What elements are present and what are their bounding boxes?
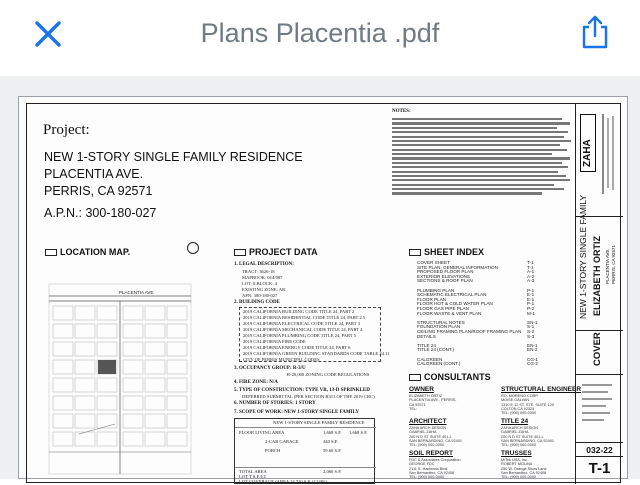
north-arrow-icon [187, 242, 199, 254]
location-map [49, 274, 191, 474]
fire-zone: 4. FIRE ZONE: N/A [234, 380, 278, 385]
sheet-index-name: COVER SHEET [417, 260, 450, 265]
sheet-index-number: M-1 [527, 310, 535, 316]
title-block [575, 104, 622, 484]
consultant-detail: TEL: (909) 000-0000 [409, 475, 445, 480]
project-line-2: PLACENTIA AVE. [44, 167, 144, 181]
deferred-submittal: DEFERRED SUBMITTAL (PER SECTION R313 OF THE 2019 CRC) [242, 394, 375, 399]
consultant-role: STRUCTURAL ENGINEER [501, 386, 582, 393]
code-line: 2019 CALIFORNIA ELECTRICAL CODE TITLE 24, PART 3 [243, 321, 360, 326]
consultant-detail: TEL: (909) 000-0000 [501, 475, 537, 480]
legal-line: TRACT: 3626-18 [242, 269, 275, 274]
sheet-index-name: CALGREEN (CONT.) [417, 361, 461, 367]
number-of-stories: 6. NUMBER OF STORIES: 1 STORY [234, 401, 316, 406]
project-data-heading: PROJECT DATA [234, 247, 318, 257]
sheet-index-number: SN-1 [527, 319, 538, 325]
titleblock-sheet-title: COVER [592, 332, 603, 366]
consultant-detail: 200 N D ST SUITE 401-L [409, 434, 452, 439]
revision-table [582, 384, 616, 430]
consultant-detail: TEL: (909) 000-0000 [501, 443, 537, 448]
consultant-detail: TEL: (909) 000-0000 [501, 411, 537, 416]
sheet-index-name: SECTIONS & ROOF PLAN [417, 278, 473, 284]
legal-line: APN: 300-180-027 [242, 293, 278, 298]
sheet-index-name: CALGREEN [417, 356, 443, 362]
project-line-1: NEW 1-STORY SINGLE FAMILY RESIDENCE [44, 150, 303, 164]
scope-row-value: 59.60 S.F. [323, 448, 342, 453]
legal-line: LOT: 8 BLOCK: 4 [242, 281, 277, 286]
consultants-heading: CONSULTANTS [409, 372, 491, 382]
sheet-index-heading: SHEET INDEX [409, 247, 484, 257]
sheet-index-name: FLOOR GAS PIPE PLAN [417, 306, 469, 311]
consultant-detail: GABRIEL ZAHA [409, 430, 437, 435]
consultant-detail: RO. MORENO CORP. [501, 394, 539, 398]
sheet-index-name: TITLE 24 (CONT.) [417, 347, 455, 353]
sheet-index-name: PLUMBING PLAN [417, 287, 455, 293]
consultant-detail: SAN BERNARDINO, CA 92401 [501, 438, 554, 443]
scope-total-label: TOTAL AREA [239, 469, 267, 474]
sheet-index-name: FLOOR HOT & COLD WATER PLAN [417, 301, 493, 307]
sheet-index-number: CG-2 [527, 361, 538, 367]
sheet-index-name: DETAILS [417, 333, 436, 339]
sheet-index-number: S-1 [527, 324, 535, 330]
code-line: 2019 CALIFORNIA BUILDING CODE TITLE 24, PART 2 [243, 309, 355, 314]
consultant-role: ARCHITECT [409, 418, 447, 425]
scope-row-value: 440 S.F. [323, 439, 339, 444]
scope-total-value: 2,060 S.F. [323, 469, 342, 474]
legal-line: EXISTING ZONE: AR [242, 287, 286, 292]
share-icon[interactable] [580, 14, 610, 50]
construction-type: 5. TYPE OF CONSTRUCTION: TYPE VB, 13-D SPRINKLED [234, 388, 370, 393]
sheet-index-number: S-3 [527, 333, 535, 339]
consultant-role: OWNER [409, 386, 434, 393]
sheet-index-name: PROPOSED FLOOR PLAN [417, 269, 474, 275]
sheet-index-number: S-2 [527, 329, 535, 334]
top-bar [0, 0, 640, 76]
location-map-heading: LOCATION MAP. [45, 247, 130, 257]
building-code-box [239, 307, 390, 362]
consultant-role: TITLE 24 [501, 418, 529, 425]
firm-logo: ZAHA [580, 114, 596, 172]
code-line: 2019 CALIFORNIA RESIDENTIAL CODE TITLE 24, PART 2.5 [243, 315, 366, 320]
consultant-detail: COLTON CA 92324 [501, 406, 535, 411]
consultant-detail: TEL: (909) 000-0000 [409, 443, 445, 448]
consultant-detail: 250 W. Orange Show Lane [501, 466, 547, 471]
consultant-detail: ZAHA ARCH DESIGN [409, 426, 447, 430]
consultant-detail: TEL: [409, 406, 418, 411]
consultant-detail: ZAHA ARCH DESIGN [501, 426, 539, 430]
sheet-index-number: A-1 [527, 269, 535, 275]
code-line: CITY OF PERRIS MUNICIPAL CODES [243, 357, 320, 362]
zoning-line: R-20,000 ZONING CODE REGULATIONS [287, 372, 370, 377]
sheet-index-number: P-2 [527, 306, 535, 311]
sheet-index-name: EXTERIOR ELEVATIONS [417, 273, 470, 279]
sheet-index-name: FOUNDATION PLAN [417, 324, 461, 330]
consultant-detail: FDC & Associates Corporation [409, 458, 461, 462]
code-line: 2019 CALIFORNIA MECHANICAL CODE TITLE 24, PART 4 [243, 327, 363, 332]
sheet-index-number: A-3 [527, 278, 535, 284]
notes-text [392, 112, 574, 212]
scope-row-value: 1,668 S.F. [323, 430, 342, 435]
titleblock-owner: ELIZABETH ORTIZ [592, 236, 602, 316]
project-line-3: PERRIS, CA 92571 [44, 184, 153, 198]
notes-heading: NOTES: [392, 109, 411, 114]
sheet-index-name: CEILING FRAMING PLAN/ROOF FRAMING PLAN [417, 329, 522, 334]
consultant-role: SOIL REPORT [409, 450, 453, 457]
job-number: 032-22 [586, 445, 613, 455]
sheet-index-name: FLOOR PLAN [417, 296, 447, 302]
consultant-detail: 2111 S. Hacienda Blvd. [409, 466, 449, 471]
scope-row-name: FLOOR LIVING AREA [239, 430, 285, 435]
scope-table-title: NEW 1-STORY SINGLE FAMILY RESIDENCE [273, 420, 365, 425]
consultant-detail: San Bernardino, CA 92408 [409, 470, 455, 475]
sheet-index-number: P-1 [527, 301, 535, 307]
consultant-detail: ROBERT MOLINA [501, 462, 533, 467]
code-line: 2019 CALIFORNIA GREEN BUILDING STANDARDS CODE TABLE 24.11 [243, 351, 390, 356]
sheet-index-number: E-1 [527, 296, 535, 302]
code-line: 2019 CALIFORNIA ENERGY CODE TITLE 24, PART 6 [243, 345, 351, 350]
scope-of-work: 7. SCOPE OF WORK: NEW 1-STORY SINGLE FAMILY [234, 410, 360, 415]
map-street-label: PLACENTIA AVE. [119, 290, 155, 295]
consultant-detail: GABRIEL ZAHA [501, 430, 529, 435]
titleblock-project: NEW 1-STORY SINGLE FAMILY [578, 194, 588, 319]
legal-description-title: 1. LEGAL DESCRIPTION: [234, 262, 294, 267]
consultant-detail: MiTek USA, Inc. [501, 458, 529, 462]
titleblock-address: PLACENTIA AVE. [605, 248, 610, 284]
consultant-detail: 1310 E 12 ST. STE. SUITE 120 [501, 402, 554, 407]
firm-info [600, 108, 620, 208]
occupancy-group: 3. OCCUPANCY GROUP: R-3/U [234, 366, 306, 371]
titleblock-city: PERRIS, CA 92571 [611, 244, 616, 284]
sheet-index-number: EN-1 [527, 342, 538, 348]
sheet-index-name: TITLE 24 [417, 342, 436, 348]
code-line: 2019 CALIFORNIA FIRE CODE [243, 339, 306, 344]
sheet-index-number: CG-1 [527, 356, 538, 362]
consultant-detail: 200 N D ST SUITE 401-L [501, 434, 544, 439]
consultant-detail: GEORGE FDC [409, 462, 435, 467]
sheet-index-name: SITE PLAN, GENERAL INFORMATION [417, 264, 498, 270]
sheet-index-name: STRUCTURAL NOTES [417, 319, 465, 325]
pdf-page[interactable] [18, 96, 628, 484]
lot-line: LOT COVERAGE (AREA 24,710 S.F. (12.9%) [239, 479, 327, 484]
consultant-detail: SAN BERNARDINO, CA 92401 [409, 438, 462, 443]
sheet-index-number: T-1 [527, 260, 534, 265]
sheet-index-name: FLOOR WASTE & VENT PLAN [417, 310, 482, 316]
sheet-index-number: EN-2 [527, 347, 538, 353]
project-label: Project: [43, 122, 90, 138]
lot-line: LOT T S.F./LT [239, 474, 267, 479]
scope-row-name: PORCH [265, 448, 281, 453]
building-code-title: 2. BUILDING CODE [234, 300, 280, 305]
consultant-detail: San Bernardino, CA 92408 [501, 470, 547, 475]
scope-row-value: 1,668 S.F. [349, 430, 368, 435]
sheet-index-number: P-1 [527, 287, 535, 293]
sheet-index-number: T-1 [527, 264, 534, 270]
consultant-detail: MOISE GALVAN [501, 398, 530, 403]
legal-line: MAPBOOK: 014/087 [242, 275, 283, 280]
consultant-detail: PLACENTIA AVE., PERRIS, [409, 398, 457, 403]
drawing-border [26, 103, 621, 483]
consultant-detail: CA 92571 [409, 402, 426, 407]
consultant-role: TRUSSES [501, 450, 532, 457]
sheet-index-name: SCHEMATIC ELECTRICAL PLAN [417, 292, 487, 298]
document-title: Plans Placentia .pdf [200, 18, 440, 48]
code-line: 2019 CALIFORNIA PLUMBING CODE TITLE 24, PART 5 [243, 333, 356, 338]
consultant-detail: ELIZABETH ORTIZ [409, 394, 443, 398]
sheet-index-number: A-2 [527, 273, 535, 279]
apn-label: A.P.N.: 300-180-027 [44, 206, 157, 220]
sheet-number: T-1 [588, 460, 611, 477]
sheet-index-number: E-1 [527, 292, 535, 298]
scope-row-name: 2-CAR GARAGE [265, 439, 299, 444]
